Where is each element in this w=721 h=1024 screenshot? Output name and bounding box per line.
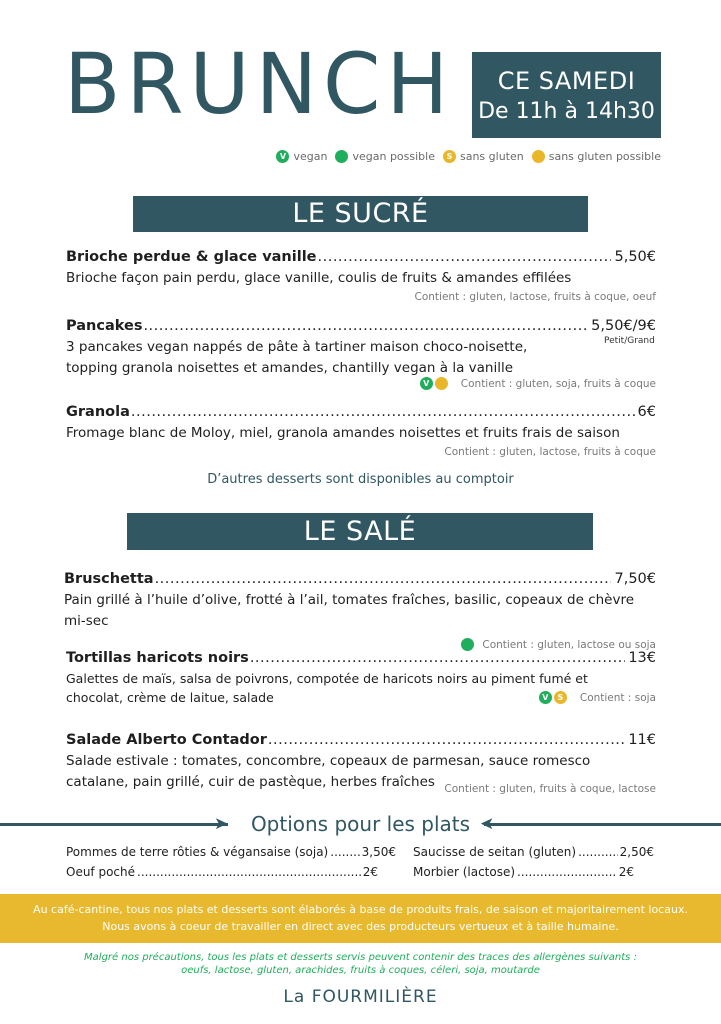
item-name: Tortillas haricots noirs bbox=[66, 650, 249, 666]
dot-leader bbox=[330, 845, 359, 859]
option-item bbox=[66, 845, 396, 859]
item-name: Pancakes bbox=[66, 318, 143, 334]
menu-item-granola bbox=[66, 404, 656, 458]
menu-item-salade bbox=[66, 732, 656, 795]
section-heading-sale: LE SALÉ bbox=[127, 513, 593, 550]
date-line-day: CE SAMEDI bbox=[497, 66, 636, 95]
menu-item-tortillas bbox=[66, 650, 656, 704]
option-name: Pommes de terre rôties & végansaise (soja) bbox=[66, 845, 329, 859]
item-name: Granola bbox=[66, 404, 130, 420]
gluten-free-possible-dot-icon bbox=[435, 377, 448, 390]
brand-logo: La FOURMILIÈRE bbox=[283, 987, 438, 1007]
vegan-badge-icon: V bbox=[276, 150, 289, 163]
item-allergens: Contient : gluten, lactose, fruits à coque bbox=[444, 446, 656, 458]
item-allergens: Contient : gluten, fruits à coque, lactose bbox=[444, 783, 656, 795]
option-price: 2,50€ bbox=[619, 845, 654, 859]
dot-leader bbox=[143, 318, 588, 334]
vegan-possible-dot-icon bbox=[335, 150, 348, 163]
item-price: 5,50€ bbox=[614, 249, 656, 265]
option-name: Morbier (lactose) bbox=[413, 865, 516, 879]
option-price: 2€ bbox=[618, 865, 634, 879]
arrow-left-icon: ➤ bbox=[480, 814, 495, 834]
sourcing-banner bbox=[0, 894, 721, 943]
item-price: 5,50€/9€ bbox=[591, 318, 656, 334]
item-description: Salade estivale : tomates, concombre, copeaux de parmesan, sauce romesco catalane, pain grillé, cuir de pastèque, herbes fraîches bbox=[66, 753, 591, 790]
item-description: Pain grillé à l’huile d’olive, frotté à l’ail, tomates fraîches, basilic, copeaux de chèvre mi-sec bbox=[64, 592, 635, 629]
menu-item-brioche bbox=[66, 249, 656, 303]
banner-line: Nous avons à coeur de travailler en direct avec des producteurs vertueux et à taille humaine. bbox=[102, 920, 619, 933]
item-description: 3 pancakes vegan nappés de pâte à tartiner maison choco-noisette, topping granola noisettes et amandes, chantilly vegan à la vanille bbox=[66, 339, 528, 376]
item-description: Fromage blanc de Moloy, miel, granola amandes noisettes et fruits frais de saison bbox=[66, 425, 620, 441]
date-box bbox=[472, 52, 661, 138]
arrow-right-icon: ➤ bbox=[214, 814, 229, 834]
more-desserts-note: D’autres desserts sont disponibles au comptoir bbox=[207, 472, 514, 487]
item-name: Brioche perdue & glace vanille bbox=[66, 249, 317, 265]
dot-leader bbox=[155, 571, 612, 587]
banner-line: Au café-cantine, tous nos plats et desserts sont élaborés à base de produits frais, de saison et majoritairement locaux. bbox=[33, 903, 688, 916]
section-heading-sucre: LE SUCRÉ bbox=[133, 196, 588, 232]
gluten-free-badge-icon: S bbox=[554, 691, 567, 704]
dot-leader bbox=[268, 732, 625, 748]
menu-item-pancakes bbox=[66, 318, 656, 390]
allergen-notice bbox=[0, 951, 721, 977]
item-allergens: Contient : gluten, lactose, fruits à coque, oeuf bbox=[414, 291, 656, 303]
item-description: Brioche façon pain perdu, glace vanille, coulis de fruits & amandes effilées bbox=[66, 270, 572, 286]
allergen-line: oeufs, lactose, gluten, arachides, fruits à coques, céleri, soja, moutarde bbox=[181, 965, 540, 976]
item-description: Galettes de maïs, salsa de poivrons, compotée de haricots noirs au piment fumé et chocolat, crème de laitue, salade bbox=[66, 671, 588, 705]
dot-leader bbox=[131, 404, 635, 420]
gluten-free-badge-icon: S bbox=[443, 150, 456, 163]
dot-leader bbox=[250, 650, 625, 666]
legend-gluten-free bbox=[443, 150, 524, 163]
price-size-note: Petit/Grand bbox=[604, 336, 655, 346]
option-name: Oeuf poché bbox=[66, 865, 136, 879]
gluten-free-possible-dot-icon bbox=[532, 150, 545, 163]
item-price: 7,50€ bbox=[614, 571, 656, 587]
option-item bbox=[66, 865, 378, 879]
allergen-line: Malgré nos précautions, tous les plats et desserts servis peuvent contenir des traces des allergènes suivants : bbox=[84, 952, 637, 963]
options-title: Options pour les plats bbox=[250, 812, 471, 836]
page-title: BRUNCH bbox=[64, 35, 455, 133]
item-allergens: Contient : gluten, lactose ou soja bbox=[482, 638, 656, 651]
legend-label: sans gluten possible bbox=[548, 150, 661, 163]
menu-item-bruschetta bbox=[64, 571, 656, 651]
legend-vegan bbox=[276, 150, 327, 163]
dot-leader bbox=[578, 845, 618, 859]
item-price: 13€ bbox=[628, 650, 656, 666]
dot-leader bbox=[517, 865, 617, 879]
item-price: 6€ bbox=[637, 404, 656, 420]
item-price: 11€ bbox=[628, 732, 656, 748]
vegan-badge-icon: V bbox=[539, 691, 552, 704]
dot-leader bbox=[318, 249, 612, 265]
date-line-hours: De 11h à 14h30 bbox=[478, 98, 655, 124]
option-price: 3,50€ bbox=[361, 845, 396, 859]
vegan-badge-icon: V bbox=[420, 377, 433, 390]
legend-label: vegan bbox=[293, 150, 328, 163]
option-item bbox=[413, 865, 634, 879]
option-price: 2€ bbox=[362, 865, 378, 879]
dot-leader bbox=[137, 865, 361, 879]
item-allergens: Contient : soja bbox=[579, 691, 656, 704]
item-name: Bruschetta bbox=[64, 571, 154, 587]
item-name: Salade Alberto Contador bbox=[66, 732, 267, 748]
legend-gluten-free-possible bbox=[532, 150, 661, 163]
legend-label: sans gluten bbox=[459, 150, 524, 163]
item-allergens: Contient : gluten, soja, fruits à coque bbox=[460, 377, 656, 390]
diet-legend bbox=[276, 150, 661, 163]
option-name: Saucisse de seitan (gluten) bbox=[413, 845, 577, 859]
legend-vegan-possible bbox=[335, 150, 435, 163]
legend-label: vegan possible bbox=[352, 150, 435, 163]
option-item bbox=[413, 845, 654, 859]
